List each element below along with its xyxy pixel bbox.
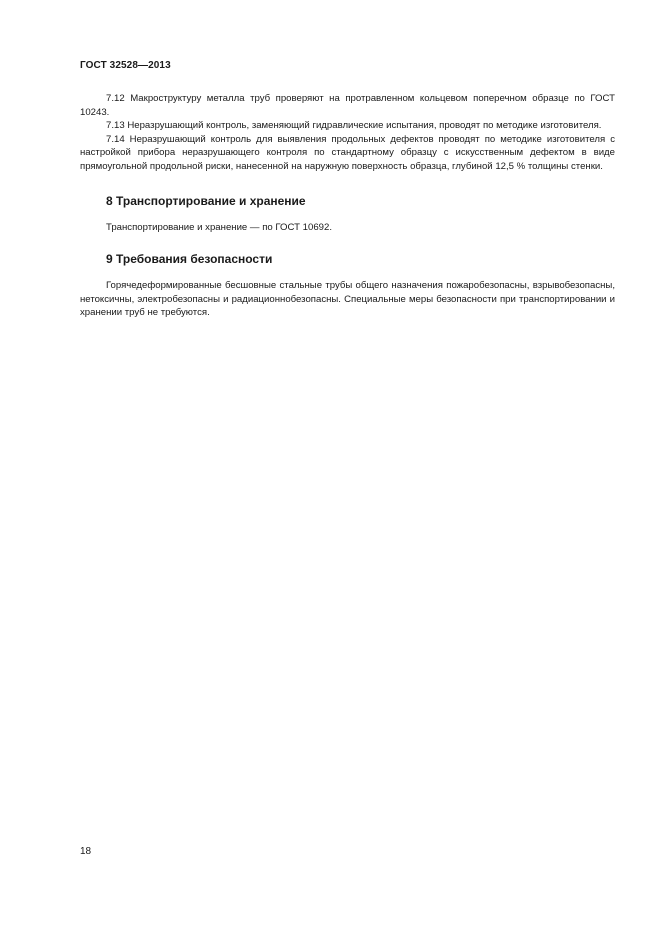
section-8-text: Транспортирование и хранение — по ГОСТ 10692. [106,221,332,233]
paragraph-7-12: 7.12 Макроструктуру металла труб проверяют на протравленном кольцевом поперечном образце по ГОСТ 10243. [80,93,615,118]
document-body [80,92,615,320]
paragraph-7-14: 7.14 Неразрушающий контроль для выявления продольных дефектов проводят по методике изготовителя с настройкой прибора неразрушающего контроля по стандартному образцу с искусственным дефектом в виде прямоугольной продольной риски, нанесенной на наружную поверхность образца, глубиной 12,5 % толщины стенки. [80,133,615,172]
paragraph-7-13: 7.13 Неразрушающий контроль, заменяющий гидравлические испытания, проводят по методике изготовителя. [106,120,602,132]
section-9-title: 9 Требования безопасности [106,252,273,267]
section-9-text: Горячедеформированные бесшовные стальные трубы общего назначения пожаробезопасны, взрывобезопасны, нетоксичны, электробезопасны и радиационнобезопасны. Специальные меры безопасности при транспортировании и хранении труб не требуются. [80,280,615,319]
document-header: ГОСТ 32528—2013 [80,60,171,71]
page-number: 18 [80,846,92,857]
section-8-title: 8 Транспортирование и хранение [106,193,306,208]
